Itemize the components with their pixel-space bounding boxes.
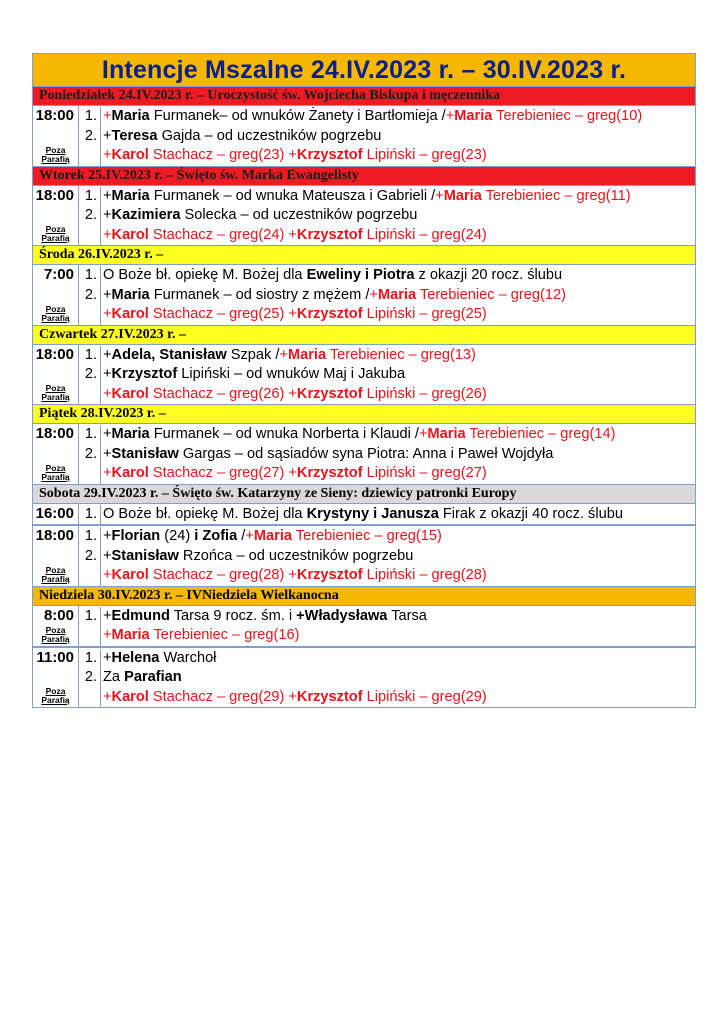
intention-number [79,305,101,325]
days-container [32,87,696,708]
day-header: Niedziela 30.IV.2023 r. – IVNiedziela Wielkanocna [32,587,696,606]
poza-label: Poza [45,462,66,473]
intention-text-part: Terebieniec – greg(12) [416,286,566,303]
mass-row [32,606,696,647]
intention-text-part: Maria [111,286,150,303]
intention-line [79,566,695,586]
intention-number: 2. [79,286,101,306]
poza-label: Poza [45,686,66,696]
intention-text-part: Maria [427,426,466,442]
intention-text-part: Teresa [111,127,158,144]
intention-number: 2. [79,547,101,567]
intention-text-part: + [288,567,297,583]
mass-row [32,647,696,709]
intention-text-part: + [103,207,112,223]
intention-text-part: + [103,426,112,442]
intention-text-part: + [103,607,112,624]
intention-text-part: + [103,688,112,705]
intention-line [79,127,695,147]
intentions-cell [79,648,695,708]
intention-text-part: Stachacz – greg(28) [148,567,289,583]
intention-text-part: Terebieniec – greg(11) [481,187,631,204]
intention-text-part: Solecka – od uczestników pogrzebu [180,207,418,223]
intention-line [79,668,695,688]
intention-line [79,305,695,325]
intention-text-part: Za [103,669,125,685]
intention-line [79,107,695,127]
intention-text-part: + [279,346,288,363]
mass-time: 16:00 [35,504,74,522]
intention-text-part: + [445,108,455,124]
intention-number [79,688,101,708]
intention-text-part: Stachacz – greg(23) [148,147,289,163]
intention-text-part: + [103,465,112,481]
intention-text [101,127,381,147]
intention-text-part: Furmanek – od wnuka Norberta i Klaudi / [149,426,419,442]
intention-text-part: Tarsa 9 rocz. śm. i [169,607,297,624]
intention-text-part: Rzońca – od uczestników pogrzebu [178,547,414,564]
page-title: Intencje Mszalne 24.IV.2023 r. – 30.IV.2023 r. [32,53,696,87]
intention-text-part: Stachacz – greg(25) [148,306,289,322]
intention-text-part: + [288,147,297,163]
intentions-cell [79,265,695,325]
intention-number [79,146,101,166]
intention-text-part: Terebieniec – greg(16) [149,627,300,643]
intention-text-part: + [435,187,444,204]
intention-text [101,607,427,627]
poza-label: Poza [45,144,66,155]
intention-line [79,505,695,525]
parafia-label: Parafią [41,573,70,584]
intention-text-part: + [103,286,112,303]
intention-text-part: Krystyny i Janusza [306,505,439,522]
intention-text-part: Terebieniec – greg(13) [326,346,476,363]
intention-text-part: Maria [111,108,150,124]
poza-parafia-label [33,687,78,705]
intention-text-part: Lipiński – greg(25) [362,306,487,322]
intention-text-part: Stanisław [111,547,179,564]
intention-number: 2. [79,127,101,147]
intention-text-part: Maria [253,528,292,544]
poza-parafia-label [33,146,78,164]
intention-text-part: Stachacz – greg(27) [148,465,289,481]
intention-text-part: Stachacz – greg(24) [148,226,289,243]
intention-text-part: + [103,547,112,564]
intention-text-part: Krzysztof [296,688,363,705]
intention-text-part: Maria [111,426,150,442]
intention-number: 1. [79,505,101,525]
intention-text-part: Krzysztof [111,366,178,382]
intention-text-part: +Władysława [296,607,388,624]
intention-text-part: Krzysztof [296,147,363,163]
mass-time-cell [33,648,79,708]
intention-text-part: O Boże bł. opiekę M. Bożej dla [103,505,307,522]
intention-text-part: + [103,366,112,382]
intention-text-part: + [288,688,297,705]
intention-line [79,425,695,445]
intention-text [101,226,487,246]
intention-line [79,385,695,405]
mass-time: 18:00 [35,425,74,442]
intention-line [79,146,695,166]
mass-time-cell [33,186,79,246]
mass-time-cell [33,606,79,646]
intention-number [79,566,101,586]
intention-text-part: Lipiński – od wnuków Maj i Jakuba [177,366,406,382]
parafia-label: Parafią [41,312,70,323]
intention-text-part: Tarsa [387,607,427,624]
intention-text [101,187,631,207]
intention-number: 2. [79,206,101,226]
intention-text-part: + [288,226,297,243]
intention-text-part: Terebieniec – greg(10) [492,108,643,124]
intention-text-part: z okazji 20 rocz. ślubu [414,267,563,283]
intention-text-part: Krzysztof [296,226,363,243]
mass-row [32,265,696,326]
intention-text-part: Maria [111,627,150,643]
intention-text-part: Firak z okazji 40 rocz. ślubu [438,505,623,522]
intention-text-part: (24) [160,528,195,544]
intention-text [101,305,487,325]
intention-number: 1. [79,649,101,669]
intention-line [79,286,695,306]
intention-text-part: Karol [111,385,149,402]
intention-text-part: Krzysztof [296,567,363,583]
intentions-cell [79,504,695,525]
parafia-label: Parafią [41,233,70,243]
intention-text-part: Karol [111,226,149,243]
poza-label: Poza [45,303,66,314]
intention-number: 2. [79,668,101,688]
parafia-label: Parafią [41,392,70,402]
intention-text-part: Stanisław [111,445,179,462]
intention-text-part: Furmanek– od wnuków Żanety i Bartłomieja / [149,108,446,124]
intention-text [101,649,216,669]
intention-text-part: Lipiński – greg(29) [362,688,487,705]
intention-number: 1. [79,607,101,627]
day-header: Środa 26.IV.2023 r. – [32,246,696,265]
intention-text-part: Krzysztof [296,385,363,402]
intention-text-part: Terebieniec – greg(14) [465,426,616,442]
intentions-cell [79,186,695,246]
intention-number [79,464,101,484]
intention-text-part: Maria [443,187,482,204]
intention-text [101,266,562,286]
intention-line [79,445,695,465]
intention-text-part: Maria [454,108,493,124]
intention-text-part: Furmanek – od wnuka Mateusza i Gabrieli / [149,187,436,204]
intention-text-part: + [103,306,112,322]
day-header: Piątek 28.IV.2023 r. – [32,405,696,424]
intention-number: 2. [79,445,101,465]
intention-text-part: + [103,385,112,402]
mass-time-cell [33,424,79,484]
intention-line [79,226,695,246]
intention-number: 1. [79,266,101,286]
intention-text-part: + [103,226,112,243]
intention-text-part: Lipiński – greg(26) [362,385,487,402]
parafia-label: Parafią [41,633,70,644]
intention-text-part: i Zofia [194,528,238,544]
intention-text-part: Eweliny i Piotra [306,267,415,283]
mass-intentions-sheet [32,53,696,708]
intention-text [101,668,182,688]
intention-number [79,385,101,405]
poza-parafia-label [33,566,78,584]
intention-text-part: + [103,567,112,583]
poza-parafia-label [33,384,78,402]
parafia-label: Parafią [41,471,70,482]
intention-number [79,226,101,246]
intentions-cell [79,606,695,646]
intention-text-part: + [103,445,112,462]
mass-row [32,424,696,485]
intention-line [79,464,695,484]
intention-line [79,346,695,366]
poza-label: Poza [45,383,66,393]
intention-text-part: + [103,528,112,544]
day-header: Sobota 29.IV.2023 r. – Święto św. Katarzyny ze Sieny: dziewicy patronki Europy [32,485,696,504]
day-header: Poniedziałek 24.IV.2023 r. – Uroczystość św. Wojciecha Biskupa i męczennika [32,87,696,106]
intention-text-part: Gajda – od uczestników pogrzebu [157,127,382,144]
intention-text-part: / [237,528,246,544]
intention-line [79,607,695,627]
intention-text-part: Kazimiera [111,207,181,223]
intention-text-part: Krzysztof [296,306,363,322]
intention-text-part: + [103,346,112,363]
mass-time-cell [33,106,79,166]
intention-text-part: + [369,286,378,303]
intention-number: 2. [79,365,101,385]
intention-text-part: + [103,187,112,204]
parafia-label: Parafią [41,153,70,164]
intention-text-part: + [288,385,297,402]
intention-text-part: Karol [111,306,149,322]
intention-text-part: + [288,465,297,481]
intention-text-part: O Boże bł. opiekę M. Bożej dla [103,267,307,283]
mass-row [32,525,696,587]
intention-text [101,206,417,226]
mass-time: 18:00 [35,107,74,124]
intention-text-part: + [245,528,254,544]
intention-text [101,107,642,127]
mass-row [32,186,696,247]
poza-parafia-label [33,626,78,644]
poza-parafia-label [33,464,78,482]
intention-number [79,626,101,646]
mass-time: 18:00 [35,527,74,544]
poza-label: Poza [45,564,66,575]
intention-text-part: Maria [111,187,150,204]
intention-text-part: + [103,649,112,666]
intention-text-part: Szpak / [226,346,280,363]
intention-text-part: Adela, Stanisław [111,346,227,363]
intention-text-part: Florian [111,528,161,544]
intention-text-part: Terebieniec – greg(15) [292,528,442,544]
mass-time: 7:00 [43,266,74,283]
mass-time-cell [33,526,79,586]
intention-text-part: Lipiński – greg(27) [362,465,487,481]
intention-text-part: Lipiński – greg(24) [362,226,487,243]
intention-text [101,146,487,166]
intention-line [79,688,695,708]
intention-number: 1. [79,107,101,127]
mass-row [32,345,696,406]
intention-number: 1. [79,187,101,207]
intention-line [79,206,695,226]
intention-text-part: + [288,306,297,322]
intention-text-part: + [103,147,112,163]
intention-text [101,425,615,445]
intention-number: 1. [79,527,101,547]
parafia-label: Parafią [41,695,70,705]
poza-parafia-label [33,305,78,323]
intention-text-part: Karol [111,465,149,481]
intention-text-part: Warchoł [159,649,217,666]
mass-time-cell [33,504,79,525]
intention-text [101,527,442,547]
intention-line [79,649,695,669]
intention-line [79,365,695,385]
intention-text-part: Krzysztof [296,465,363,481]
intention-text [101,445,553,465]
intention-text-part: Furmanek – od siostry z mężem / [149,286,370,303]
intentions-cell [79,424,695,484]
mass-row [32,504,696,526]
intention-text [101,688,487,708]
mass-time: 18:00 [35,345,74,363]
intention-text-part: + [103,127,112,144]
intentions-cell [79,345,695,405]
intention-number: 1. [79,425,101,445]
intention-text [101,566,487,586]
intention-line [79,266,695,286]
intention-text-part: Maria [377,286,417,303]
day-header: Czwartek 27.IV.2023 r. – [32,326,696,345]
intention-text [101,464,487,484]
intention-text-part: + [418,426,428,442]
intention-text-part: Maria [287,346,327,363]
intention-text [101,505,623,525]
intention-text-part: Stachacz – greg(29) [148,688,289,705]
intention-text [101,346,476,366]
intention-text-part: Gargas – od sąsiadów syna Piotra: Anna i Paweł Wojdyła [178,445,554,462]
poza-label: Poza [45,224,66,234]
intention-text-part: Lipiński – greg(23) [362,147,487,163]
intention-text [101,365,405,385]
mass-time-cell [33,265,79,325]
intention-text [101,385,487,405]
mass-time: 8:00 [43,606,74,624]
intention-number: 1. [79,346,101,366]
intentions-cell [79,526,695,586]
intention-text-part: Karol [111,567,149,583]
intention-text-part: + [103,627,112,643]
intention-text-part: Lipiński – greg(28) [362,567,487,583]
day-header: Wtorek 25.IV.2023 r. – Święto św. Marka Ewangelisty [32,167,696,186]
intention-line [79,547,695,567]
intention-text-part: Karol [111,688,149,705]
intention-text-part: Parafian [124,669,182,685]
intention-line [79,187,695,207]
intention-text-part: Edmund [111,607,170,624]
mass-time: 11:00 [36,648,74,666]
mass-time-cell [33,345,79,405]
intention-line [79,527,695,547]
intention-text-part: Helena [111,649,160,666]
mass-row [32,106,696,167]
intention-text-part: Stachacz – greg(26) [148,385,289,402]
intentions-cell [79,106,695,166]
poza-label: Poza [45,624,66,635]
intention-text-part: + [103,108,112,124]
intention-line [79,626,695,646]
intention-text [101,547,413,567]
mass-time: 18:00 [35,186,74,204]
intention-text-part: Karol [111,147,149,163]
intention-text [101,286,566,306]
poza-parafia-label [33,225,78,243]
intention-text [101,626,299,646]
